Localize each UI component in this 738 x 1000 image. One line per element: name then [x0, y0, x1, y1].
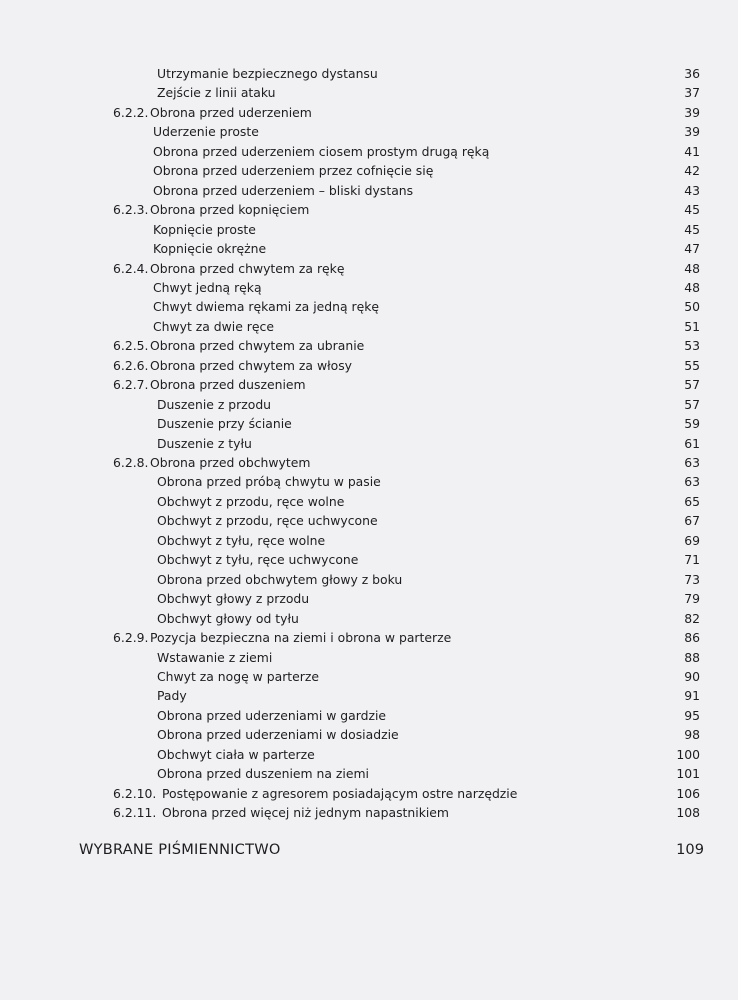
toc-entry-title: Obchwyt z tyłu, ręce uchwycone	[157, 552, 359, 568]
toc-entry-page: 79	[684, 591, 700, 607]
toc-entry-page: 45	[684, 202, 700, 218]
toc-entry-title: Obchwyt głowy z przodu	[157, 591, 310, 607]
toc-entry-page: 41	[684, 143, 700, 159]
toc-entry-title: Obrona przed chwytem za włosy	[150, 357, 352, 373]
toc-entry-page: 37	[684, 85, 700, 101]
toc-entry	[0, 220, 738, 240]
toc-entry-page: 43	[684, 182, 700, 198]
toc-entry-title: Uderzenie proste	[153, 124, 259, 140]
toc-entry	[0, 550, 738, 570]
toc-entry-title: Kopnięcie proste	[153, 221, 256, 237]
toc-entry	[0, 336, 738, 356]
toc-entry-page: 108	[676, 805, 700, 821]
toc-entry-title: Obchwyt ciała w parterze	[157, 746, 315, 762]
toc-entry	[0, 589, 738, 609]
toc-entry-page: 45	[684, 221, 700, 237]
toc-entry-title: Obrona przed obchwytem	[150, 455, 311, 470]
toc-entry	[0, 706, 738, 726]
toc-entry	[0, 259, 738, 279]
toc-entry-page: 67	[684, 513, 700, 529]
toc-entry-page: 57	[684, 396, 700, 412]
bibliography-title: WYBRANE PIŚMIENNICTWO	[79, 841, 281, 858]
toc-entry	[0, 414, 738, 434]
toc-entry	[0, 356, 738, 376]
toc-entry	[0, 395, 738, 415]
toc-entry-page: 50	[684, 299, 700, 315]
toc-entry-title: Obrona przed chwytem za rękę	[150, 260, 345, 276]
toc-entry	[0, 492, 738, 512]
toc-entry-page: 73	[684, 571, 700, 587]
toc-entry	[0, 648, 738, 668]
toc-entry	[0, 453, 738, 473]
toc-entry-page: 98	[684, 727, 700, 743]
toc-entry-title: Obrona przed uderzeniem ciosem prostym drugą ręką	[153, 143, 490, 159]
toc-entry-title: Obrona przed uderzeniami w dosiadzie	[157, 727, 399, 743]
toc-entry	[0, 181, 738, 201]
toc-entry-title: Obrona przed próbą chwytu w pasie	[157, 474, 381, 490]
toc-entry	[0, 83, 738, 103]
toc-entry-title: Chwyt dwiema rękami za jedną rękę	[153, 299, 380, 315]
toc-entry-number: 6.2.3.	[113, 202, 149, 218]
toc-entry-title: Obchwyt z przodu, ręce uchwycone	[157, 513, 378, 529]
toc-entry-page: 59	[684, 416, 700, 432]
toc-entry	[0, 764, 738, 784]
toc-entry-title: Obrona przed duszeniem	[150, 377, 306, 393]
toc-entry-title: Duszenie przy ścianie	[157, 416, 292, 432]
bibliography-page: 109	[676, 841, 704, 858]
toc-entry-page: 88	[684, 649, 700, 665]
toc-entry-title: Pozycja bezpieczna na ziemi i obrona w parterze	[150, 630, 452, 646]
toc-entry-number: 6.2.5.	[113, 338, 149, 354]
bibliography-entry	[0, 838, 738, 862]
toc-entry	[0, 472, 738, 492]
toc-entry-page: 106	[676, 785, 700, 801]
toc-entry-page: 65	[684, 493, 700, 509]
toc-entry-page: 48	[684, 260, 700, 276]
toc-entry-page: 71	[684, 552, 700, 568]
toc-entry-title: Obrona przed więcej niż jednym napastnikiem	[162, 805, 449, 821]
toc-entry-page: 36	[684, 66, 700, 81]
toc-entry-title: Postępowanie z agresorem posiadającym ostre narzędzie	[162, 785, 518, 801]
toc-entry-page: 57	[684, 377, 700, 393]
toc-entry	[0, 297, 738, 317]
toc-entry-number: 6.2.8.	[113, 455, 149, 470]
toc-entry	[0, 142, 738, 162]
toc-entry-page: 42	[684, 163, 700, 179]
toc-entry-title: Chwyt jedną ręką	[153, 279, 262, 295]
toc-entry-title: Obrona przed uderzeniem – bliski dystans	[153, 182, 414, 198]
toc-entry-page: 100	[676, 746, 700, 762]
toc-entry-page: 63	[684, 455, 700, 470]
toc-entry-number: 6.2.7.	[113, 377, 149, 393]
toc-entry-title: Duszenie z tyłu	[157, 435, 252, 451]
toc-entry-title: Obrona przed uderzeniem	[150, 104, 312, 120]
toc-entry-page: 48	[684, 279, 700, 295]
toc-entry-page: 101	[676, 766, 700, 782]
toc-entry	[0, 725, 738, 745]
toc-entry-title: Duszenie z przodu	[157, 396, 272, 412]
toc-entry	[0, 745, 738, 765]
toc-entry-page: 91	[684, 688, 700, 704]
toc-entry-title: Obrona przed obchwytem głowy z boku	[157, 571, 403, 587]
toc-entry	[0, 531, 738, 551]
toc-entry-page: 47	[684, 241, 700, 257]
toc-entry	[0, 434, 738, 454]
toc-entry-title: Obchwyt z tyłu, ręce wolne	[157, 532, 326, 548]
toc-entry	[0, 686, 738, 706]
toc-entry-page: 39	[684, 104, 700, 120]
toc-entry	[0, 278, 738, 298]
toc-entry-page: 53	[684, 338, 700, 354]
toc-entry	[0, 803, 738, 823]
toc-entry-page: 39	[684, 124, 700, 140]
toc-entry-number: 6.2.6.	[113, 357, 149, 373]
toc-entry-title: Obrona przed uderzeniem przez cofnięcie się	[153, 163, 434, 179]
toc-entry	[0, 64, 738, 84]
toc-entry-title: Obchwyt z przodu, ręce wolne	[157, 493, 345, 509]
toc-entry	[0, 317, 738, 337]
toc-entry	[0, 161, 738, 181]
toc-entry	[0, 239, 738, 259]
toc-entry-page: 69	[684, 532, 700, 548]
toc-entry	[0, 628, 738, 648]
toc-entry-page: 82	[684, 610, 700, 626]
toc-entry	[0, 667, 738, 687]
toc-entry-page: 86	[684, 630, 700, 646]
toc-entry-title: Obrona przed kopnięciem	[150, 202, 310, 218]
toc-entry	[0, 375, 738, 395]
toc-entry-title: Chwyt za nogę w parterze	[157, 668, 319, 684]
toc-entry-page: 51	[684, 318, 700, 334]
toc-entry-page: 90	[684, 668, 700, 684]
toc-entry-page: 95	[684, 707, 700, 723]
toc-entry-title: Obrona przed uderzeniami w gardzie	[157, 707, 387, 723]
toc-entry-page: 61	[684, 435, 700, 451]
toc-entry-title: Chwyt za dwie ręce	[153, 318, 274, 334]
toc-entry-number: 6.2.4.	[113, 260, 149, 276]
toc-entry-title: Obchwyt głowy od tyłu	[157, 610, 299, 626]
toc-entry	[0, 784, 738, 804]
toc-entry	[0, 511, 738, 531]
toc-entry-page: 63	[684, 474, 700, 490]
toc-entry	[0, 122, 738, 142]
toc-entry-title: Pady	[157, 688, 187, 704]
toc-entry-title: Kopnięcie okrężne	[153, 241, 267, 257]
toc-entry	[0, 609, 738, 629]
toc-entry	[0, 103, 738, 123]
toc-entry-number: 6.2.2.	[113, 104, 149, 120]
toc-entry-number: 6.2.9.	[113, 630, 149, 646]
toc-entry	[0, 570, 738, 590]
toc-entry-number: 6.2.10.	[113, 785, 157, 801]
toc-entry-number: 6.2.11.	[113, 805, 157, 821]
toc-entry-page: 55	[684, 357, 700, 373]
toc-entry-title: Obrona przed chwytem za ubranie	[150, 338, 365, 354]
toc-entry	[0, 200, 738, 220]
toc-entry-title: Utrzymanie bezpiecznego dystansu	[157, 66, 378, 81]
toc-entry-title: Obrona przed duszeniem na ziemi	[157, 766, 369, 782]
toc-entry-title: Zejście z linii ataku	[157, 85, 276, 101]
toc-entry-title: Wstawanie z ziemi	[157, 649, 273, 665]
